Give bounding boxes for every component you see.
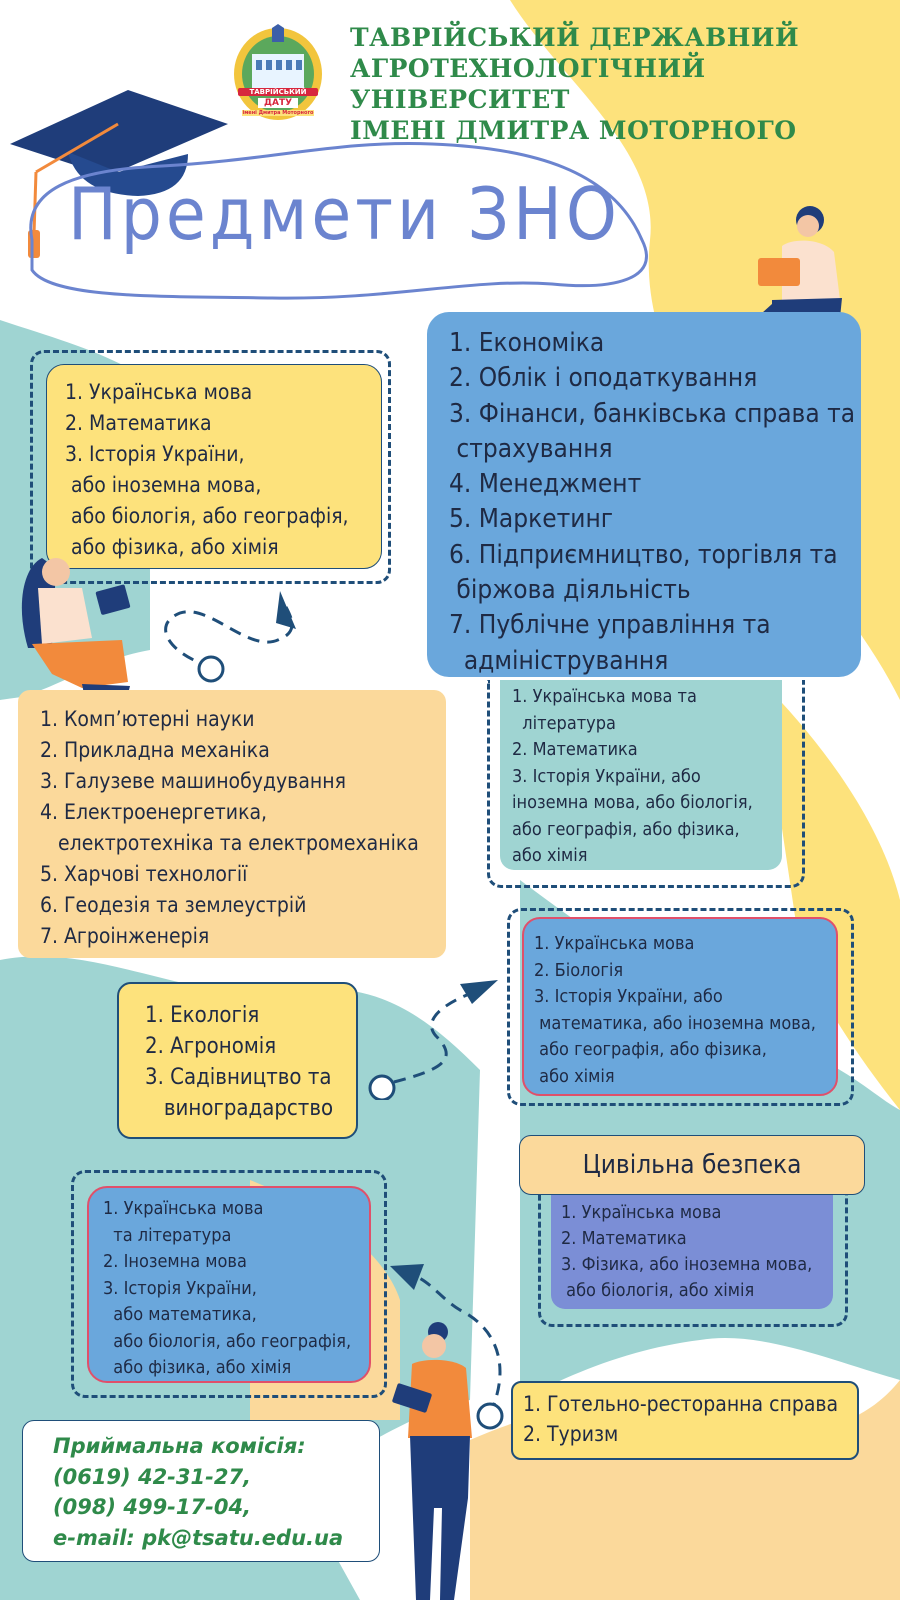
econ-subjects-list (512, 684, 753, 870)
list-item: 3. Історія України, (103, 1277, 257, 1299)
list-item: 7. Публічне управління та (449, 610, 771, 641)
list-item: 3. Історія України, або (512, 765, 701, 787)
list-item: 5. Харчові технології (40, 862, 248, 886)
list-item: 1. Українська мова та (512, 686, 697, 707)
list-item: або математика, (103, 1304, 257, 1325)
list-item: 4. Менеджмент (449, 469, 642, 500)
list-item: 1. Українська мова (65, 380, 253, 404)
list-item: виноградарство (145, 1096, 334, 1121)
list-item: 3. Історія України, або (534, 986, 723, 1007)
list-item: 1. Екологія (145, 1003, 260, 1028)
list-item: 2. Математика (65, 411, 212, 435)
list-item: 1. Українська мова (103, 1198, 264, 1219)
list-item: 2. Туризм (523, 1422, 619, 1446)
list-item: 2. Математика (512, 739, 638, 760)
list-item: 1. Готельно-ресторанна справа (523, 1392, 839, 1416)
list-item: страхування (449, 433, 613, 464)
university-name-line-3: ІМЕНІ ДМИТРА МОТОРНОГО (350, 116, 797, 145)
list-item: електротехніка та електромеханіка (40, 831, 419, 855)
list-item: 1. Комп’ютерні науки (40, 707, 255, 731)
arrow-connector-2 (360, 970, 510, 1100)
list-item: 2. Іноземна мова (103, 1251, 247, 1272)
econ-specialties-card (427, 312, 861, 677)
econ-subjects-card (500, 680, 782, 870)
tourism-specialties-list (523, 1389, 838, 1449)
civil-title-card (519, 1135, 865, 1195)
agro-subjects-list (534, 931, 816, 1090)
admissions-title: Приймальна комісія: (53, 1434, 306, 1458)
phone-2[interactable]: (098) 499-17-04, (53, 1495, 252, 1519)
list-item: або фізика, або хімія (103, 1357, 292, 1378)
list-item: або фізика, або хімія (65, 535, 279, 559)
list-item: або іноземна мова, (65, 473, 262, 497)
list-item: 2. Математика (561, 1228, 687, 1249)
university-name (350, 22, 900, 146)
civil-title: Цивільна безпека (582, 1150, 802, 1180)
list-item: 2. Прикладна механіка (40, 738, 270, 762)
university-name-line-1: ТАВРІЙСЬКИЙ ДЕРЖАВНИЙ (350, 23, 800, 52)
tourism-subjects-card (87, 1186, 371, 1383)
list-item: 3. Історія України, (65, 442, 245, 466)
list-item: 6. Підприємництво, торгівля та (449, 539, 838, 570)
page-title: Предмети ЗНО (68, 172, 621, 256)
list-item: математика, або іноземна мова, (534, 1012, 816, 1034)
agro-specialties-list (145, 1000, 333, 1124)
list-item: 2. Агрономія (145, 1034, 277, 1059)
list-item: 7. Агроінженерія (40, 924, 210, 948)
tech-subjects-card (46, 364, 382, 569)
list-item: та література (103, 1224, 232, 1246)
contacts-card (22, 1420, 380, 1562)
list-item: 2. Біологія (534, 959, 624, 981)
list-item: 1. Українська мова (534, 933, 695, 954)
list-item: біржова діяльність (449, 575, 691, 606)
list-item: 1. Українська мова (561, 1202, 722, 1223)
list-item: 3. Садівництво та (145, 1065, 332, 1090)
list-item: або хімія (534, 1065, 615, 1087)
logo-text-middle: ДАТУ (258, 98, 298, 108)
list-item: 6. Геодезія та землеустрій (40, 893, 307, 917)
email-link[interactable]: e-mail: pk@tsatu.edu.ua (53, 1525, 344, 1550)
logo-text-top: ТАВРІЙСЬКИЙ (238, 88, 318, 96)
tech-subjects-list (65, 377, 349, 563)
list-item: 4. Електроенергетика, (40, 800, 268, 824)
list-item: 5. Маркетинг (449, 504, 614, 535)
list-item: література (512, 712, 616, 734)
arrow-connector-1 (150, 585, 310, 695)
list-item: 3. Галузеве машинобудування (40, 769, 346, 793)
list-item: 1. Економіка (449, 328, 605, 358)
agro-subjects-card (522, 917, 838, 1096)
civil-subjects-list (561, 1200, 812, 1304)
tourism-subjects-list (103, 1196, 351, 1382)
list-item: або хімія (512, 845, 588, 866)
list-item: або біологія, або географія, (103, 1330, 352, 1352)
woman-standing-illustration (384, 1318, 494, 1600)
girl-reading-illustration (12, 548, 142, 698)
list-item: 3. Фізика, або іноземна мова, (561, 1254, 813, 1275)
list-item: або географія, або фізика, (534, 1039, 767, 1060)
list-item: 2. Облік і оподаткування (449, 363, 758, 394)
tourism-specialties-card (511, 1381, 859, 1460)
list-item: 3. Фінанси, банківська справа та (449, 398, 856, 429)
list-item: або біологія, або географія, (65, 504, 349, 528)
logo-text-bottom: імені Дмитра Моторного (242, 110, 314, 116)
contacts-text (53, 1431, 343, 1553)
agro-specialties-card (117, 982, 358, 1139)
list-item: іноземна мова, або біологія, (512, 792, 753, 813)
university-name-line-2: АГРОТЕХНОЛОГІЧНИЙ УНІВЕРСИТЕТ (350, 54, 706, 114)
list-item: або географія, або фізика, (512, 818, 740, 840)
phone-1[interactable]: (0619) 42-31-27, (53, 1464, 252, 1489)
civil-subjects-card (551, 1194, 833, 1309)
list-item: або біологія, або хімія (561, 1280, 755, 1301)
econ-specialties-list (449, 326, 855, 679)
list-item: адміністрування (449, 645, 669, 676)
tech-specialties-list (40, 704, 419, 952)
tech-specialties-card (18, 690, 446, 958)
university-logo-icon (232, 22, 324, 122)
